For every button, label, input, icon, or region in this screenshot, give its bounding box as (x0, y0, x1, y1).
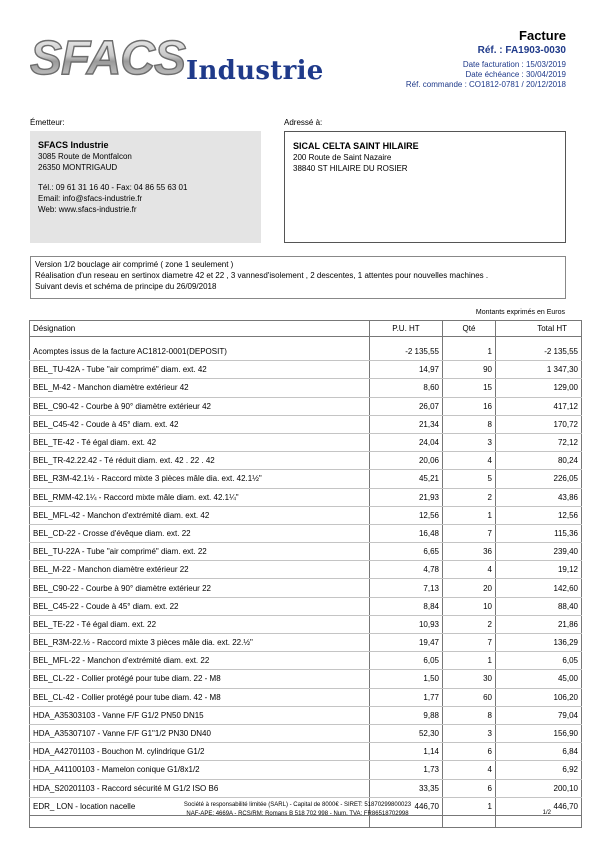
emitter-web: Web: www.sfacs-industrie.fr (38, 205, 137, 214)
item-unit-price: 12,56 (370, 506, 443, 524)
footer-line-2: NAF-APE: 4669A - RCS/RM: Romans B 518 702 998 - Num. TVA: FR86518702998 (186, 811, 409, 817)
item-designation: BEL_R3M-22.½ - Raccord mixte 3 pièces mâle dia. ext. 22.½" (30, 634, 370, 652)
item-total: 88,40 (496, 597, 582, 615)
item-total: 43,86 (496, 488, 582, 506)
item-total: 72,12 (496, 433, 582, 451)
item-total: 6,05 (496, 652, 582, 670)
item-designation: HDA_A41100103 - Mamelon conique G1/8x1/2 (30, 761, 370, 779)
item-quantity: 2 (443, 488, 496, 506)
table-row (30, 597, 582, 615)
emitter-email: Email: info@sfacs-industrie.fr (38, 194, 143, 203)
table-row (30, 634, 582, 652)
recipient-caption: Adressé à: (284, 118, 323, 127)
item-quantity: 1 (443, 797, 496, 815)
table-header-row (30, 321, 582, 337)
item-total: 129,00 (496, 379, 582, 397)
table-row (30, 433, 582, 451)
item-total: 21,86 (496, 615, 582, 633)
item-quantity: 60 (443, 688, 496, 706)
item-quantity: 16 (443, 397, 496, 415)
table-row (30, 615, 582, 633)
item-total: 45,00 (496, 670, 582, 688)
item-unit-price: 8,84 (370, 597, 443, 615)
table-row (30, 724, 582, 742)
item-designation: HDA_A35307107 - Vanne F/F G1"1/2 PN30 DN40 (30, 724, 370, 742)
item-quantity: 1 (443, 652, 496, 670)
item-unit-price: 1,50 (370, 670, 443, 688)
item-designation: BEL_CL-22 - Collier protégé pour tube diam. 22 - M8 (30, 670, 370, 688)
description-line-1: Version 1/2 bouclage air comprimé ( zone 1 seulement ) (35, 260, 234, 269)
item-designation: HDA_A35303103 - Vanne F/F G1/2 PN50 DN15 (30, 706, 370, 724)
item-total: 136,29 (496, 634, 582, 652)
item-quantity: 8 (443, 415, 496, 433)
item-quantity: 1 (443, 506, 496, 524)
item-unit-price: 16,48 (370, 524, 443, 542)
item-total: 19,12 (496, 561, 582, 579)
item-total: 79,04 (496, 706, 582, 724)
item-quantity: 36 (443, 543, 496, 561)
table-row (30, 670, 582, 688)
item-total: 6,84 (496, 743, 582, 761)
emitter-box (30, 131, 261, 243)
item-total: 417,12 (496, 397, 582, 415)
item-quantity: 4 (443, 452, 496, 470)
header-total: Total HT (496, 321, 582, 337)
item-unit-price: 45,21 (370, 470, 443, 488)
item-unit-price: 446,70 (370, 797, 443, 815)
item-total: 115,36 (496, 524, 582, 542)
item-quantity: 10 (443, 597, 496, 615)
table-row (30, 452, 582, 470)
recipient-address-1: 200 Route de Saint Nazaire (293, 153, 392, 162)
table-row (30, 688, 582, 706)
item-quantity: 3 (443, 724, 496, 742)
table-row (30, 379, 582, 397)
emitter-name: SFACS Industrie (38, 140, 109, 150)
header-quantity: Qté (443, 321, 496, 337)
item-designation: HDA_S20201103 - Raccord sécurité M G1/2 ISO B6 (30, 779, 370, 797)
item-designation: Acomptes issus de la facture AC1812-0001(DEPOSIT) (30, 343, 370, 361)
item-designation: EDR_ LON - location nacelle (30, 797, 370, 815)
item-designation: BEL_TU-42A - Tube "air comprimé" diam. ext. 42 (30, 361, 370, 379)
table-row (30, 506, 582, 524)
table-row (30, 706, 582, 724)
table-row (30, 652, 582, 670)
item-unit-price: 20,06 (370, 452, 443, 470)
item-designation: BEL_M-42 - Manchon diamètre extérieur 42 (30, 379, 370, 397)
table-row (30, 470, 582, 488)
item-unit-price: 19,47 (370, 634, 443, 652)
item-designation: BEL_C90-42 - Courbe à 90° diamètre extérieur 42 (30, 397, 370, 415)
item-unit-price: 7,13 (370, 579, 443, 597)
item-quantity: 90 (443, 361, 496, 379)
item-total: 6,92 (496, 761, 582, 779)
item-designation: BEL_RMM-42.1¼ - Raccord mixte mâle diam. ext. 42.1¼" (30, 488, 370, 506)
item-unit-price: 1,77 (370, 688, 443, 706)
item-quantity: 8 (443, 706, 496, 724)
legal-footer (0, 801, 595, 819)
item-unit-price: 26,07 (370, 397, 443, 415)
item-designation: BEL_TU-22A - Tube "air comprimé" diam. ext. 22 (30, 543, 370, 561)
item-quantity: 30 (443, 670, 496, 688)
item-unit-price: 52,30 (370, 724, 443, 742)
item-total: 12,56 (496, 506, 582, 524)
item-designation: BEL_C90-22 - Courbe à 90° diamètre extérieur 22 (30, 579, 370, 597)
items-body (30, 337, 582, 828)
item-quantity: 7 (443, 524, 496, 542)
logo-letters: SFACS (30, 32, 186, 85)
item-unit-price: 9,88 (370, 706, 443, 724)
item-total: 200,10 (496, 779, 582, 797)
item-designation: BEL_R3M-42.1½ - Raccord mixte 3 pièces mâle dia. ext. 42.1½" (30, 470, 370, 488)
item-quantity: 2 (443, 615, 496, 633)
emitter-address-1: 3085 Route de Montfalcon (38, 152, 132, 161)
item-quantity: 7 (443, 634, 496, 652)
item-total: -2 135,55 (496, 343, 582, 361)
item-unit-price: 10,93 (370, 615, 443, 633)
item-quantity: 3 (443, 433, 496, 451)
order-reference: Réf. commande : CO1812-0781 / 20/12/2018 (405, 80, 566, 89)
item-designation: HDA_A42701103 - Bouchon M. cylindrique G1/2 (30, 743, 370, 761)
item-total: 106,20 (496, 688, 582, 706)
table-row (30, 415, 582, 433)
emitter-caption: Émetteur: (30, 118, 65, 127)
item-designation: BEL_MFL-22 - Manchon d'extrémité diam. ext. 22 (30, 652, 370, 670)
emitter-phone: Tél.: 09 61 31 16 40 - Fax: 04 86 55 63 01 (38, 183, 188, 192)
item-total: 239,40 (496, 543, 582, 561)
table-row (30, 361, 582, 379)
due-date: Date échéance : 30/04/2019 (465, 70, 566, 79)
item-total: 80,24 (496, 452, 582, 470)
item-designation: BEL_CL-42 - Collier protégé pour tube diam. 42 - M8 (30, 688, 370, 706)
table-row (30, 579, 582, 597)
description-line-2: Réalisation d'un reseau en sertinox diametre 42 et 22 , 3 vannesd'isolement , 2 descentes, 1 attentes pour nouvelles machines . (35, 271, 489, 280)
items-table (29, 320, 582, 828)
item-unit-price: 1,14 (370, 743, 443, 761)
item-designation: BEL_TR-42.22.42 - Té réduit diam. ext. 42 . 22 . 42 (30, 452, 370, 470)
description-line-3: Suivant devis et schéma de principe du 26/09/2018 (35, 282, 217, 291)
item-unit-price: 6,65 (370, 543, 443, 561)
item-quantity: 6 (443, 779, 496, 797)
item-total: 1 347,30 (496, 361, 582, 379)
footer-line-1: Société à responsabilité limitée (SARL) - Capital de 8000€ - SIRET: 51870299800023 (183, 802, 412, 808)
item-unit-price: 8,60 (370, 379, 443, 397)
table-row (30, 488, 582, 506)
recipient-box (284, 131, 566, 243)
item-quantity: 15 (443, 379, 496, 397)
table-row (30, 561, 582, 579)
item-designation: BEL_TE-22 - Té égal diam. ext. 22 (30, 615, 370, 633)
item-unit-price: 33,35 (370, 779, 443, 797)
item-unit-price: 21,34 (370, 415, 443, 433)
invoice-header (406, 28, 566, 90)
item-designation: BEL_C45-22 - Coude à 45° diam. ext. 22 (30, 597, 370, 615)
recipient-address-2: 38840 ST HILAIRE DU ROSIER (293, 164, 408, 173)
item-unit-price: 24,04 (370, 433, 443, 451)
item-designation: BEL_M-22 - Manchon diamètre extérieur 22 (30, 561, 370, 579)
table-row (30, 397, 582, 415)
item-total: 142,60 (496, 579, 582, 597)
currency-note: Montants exprimés en Euros (475, 309, 565, 316)
invoice-date: Date facturation : 15/03/2019 (462, 60, 566, 69)
item-designation: BEL_MFL-42 - Manchon d'extrémité diam. ext. 42 (30, 506, 370, 524)
header-unit-price: P.U. HT (370, 321, 443, 337)
table-row (30, 524, 582, 542)
item-unit-price: -2 135,55 (370, 343, 443, 361)
item-unit-price: 6,05 (370, 652, 443, 670)
header-designation: Désignation (30, 321, 370, 337)
table-row (30, 543, 582, 561)
item-designation: BEL_C45-42 - Coude à 45° diam. ext. 42 (30, 415, 370, 433)
table-row (30, 743, 582, 761)
item-designation: BEL_TE-42 - Té égal diam. ext. 42 (30, 433, 370, 451)
item-total: 156,90 (496, 724, 582, 742)
item-quantity: 4 (443, 761, 496, 779)
item-quantity: 20 (443, 579, 496, 597)
item-quantity: 5 (443, 470, 496, 488)
table-row (30, 343, 582, 361)
item-unit-price: 4,78 (370, 561, 443, 579)
page-number: 1/2 (542, 810, 551, 816)
item-total: 446,70 (496, 797, 582, 815)
table-row (30, 761, 582, 779)
table-row (30, 779, 582, 797)
invoice-reference: Réf. : FA1903-0030 (477, 45, 566, 56)
item-designation: BEL_CD-22 - Crosse d'évêque diam. ext. 22 (30, 524, 370, 542)
item-total: 226,05 (496, 470, 582, 488)
item-quantity: 4 (443, 561, 496, 579)
item-total: 170,72 (496, 415, 582, 433)
item-unit-price: 21,93 (370, 488, 443, 506)
item-quantity: 6 (443, 743, 496, 761)
item-unit-price: 14,97 (370, 361, 443, 379)
item-quantity: 1 (443, 343, 496, 361)
emitter-address-2: 26350 MONTRIGAUD (38, 163, 118, 172)
item-unit-price: 1,73 (370, 761, 443, 779)
description-box (30, 256, 566, 299)
logo-word: Industrie (186, 56, 324, 86)
document-title: Facture (519, 28, 566, 43)
recipient-name: SICAL CELTA SAINT HILAIRE (293, 141, 419, 151)
